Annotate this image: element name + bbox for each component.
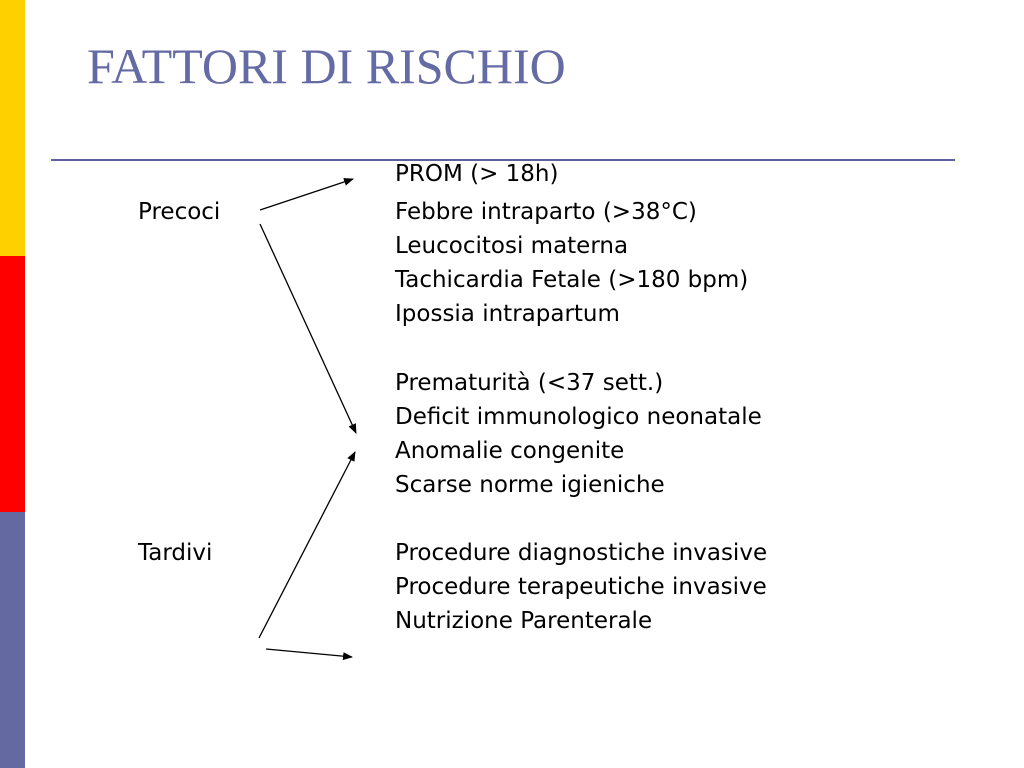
factor-item: PROM (> 18h)	[395, 161, 559, 187]
accent-bar-yellow	[0, 0, 25, 256]
factor-item: Scarse norme igieniche	[395, 472, 665, 498]
factor-item: Ipossia intrapartum	[395, 301, 620, 327]
accent-bar-blue	[0, 512, 25, 768]
factor-item: Procedure diagnostiche invasive	[395, 540, 768, 566]
factor-item: Procedure terapeutiche invasive	[395, 574, 767, 600]
factor-item: Febbre intraparto (>38°C)	[395, 199, 697, 225]
accent-bar-red	[0, 256, 25, 512]
slide-title: FATTORI DI RISCHIO	[87, 38, 566, 94]
category-early: Precoci	[138, 199, 221, 225]
arrow-early-to-prom	[260, 179, 353, 210]
factor-item: Nutrizione Parenterale	[395, 608, 653, 634]
arrow-late-to-shared	[259, 452, 355, 638]
category-late: Tardivi	[138, 540, 213, 566]
arrow-late-to-bottom	[266, 649, 352, 657]
factor-item: Anomalie congenite	[395, 438, 625, 464]
factor-item: Deficit immunologico neonatale	[395, 404, 762, 430]
arrow-early-to-shared	[260, 224, 356, 433]
factor-item: Tachicardia Fetale (>180 bpm)	[395, 267, 749, 293]
factor-item: Leucocitosi materna	[395, 233, 629, 259]
factor-item: Prematurità (<37 sett.)	[395, 370, 664, 396]
